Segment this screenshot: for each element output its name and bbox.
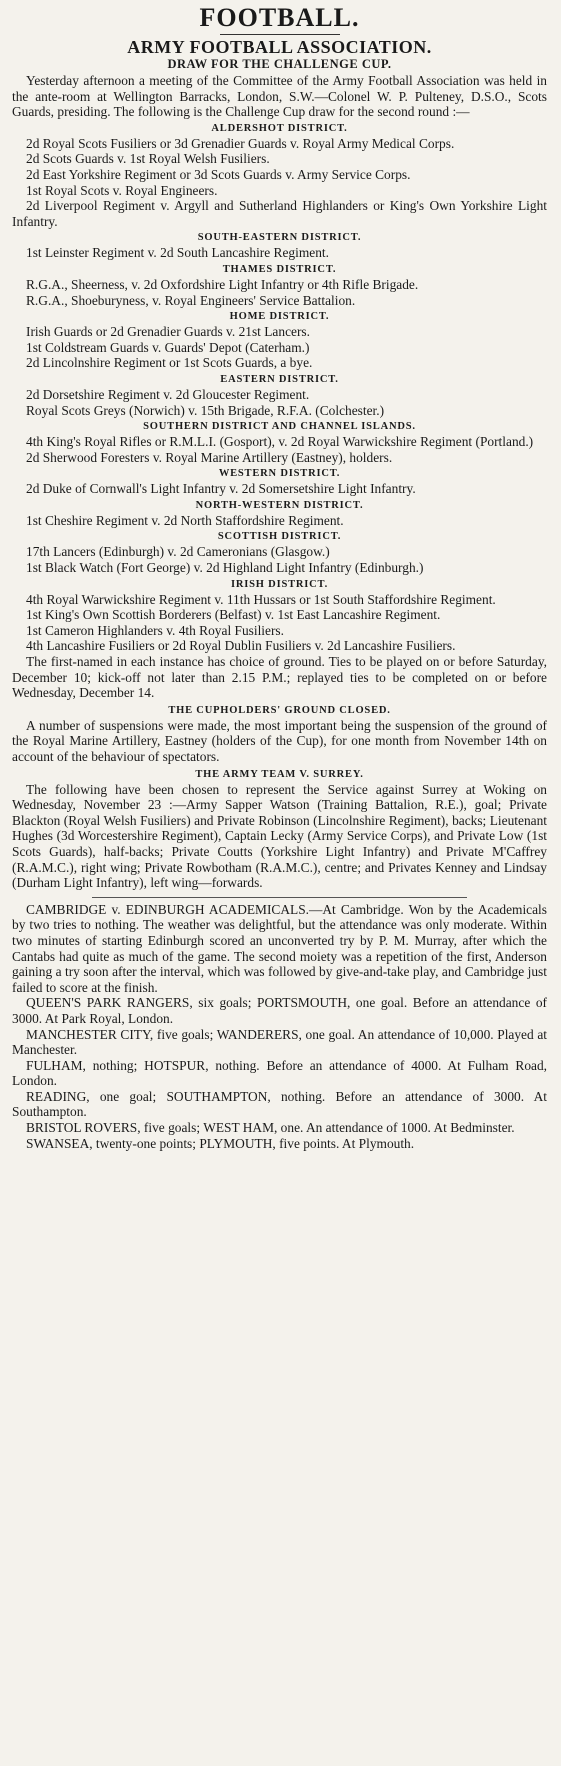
match-result: MANCHESTER CITY, five goals; WANDERERS, one goal. An attendance of 10,000. Played at Manchester. xyxy=(12,1026,547,1058)
fixture-line: 2d East Yorkshire Regiment or 3d Scots Guards v. Army Service Corps. xyxy=(26,166,411,182)
district-heading: SOUTH-EASTERN DISTRICT. xyxy=(197,232,362,244)
fixture-line: 4th King's Royal Rifles or R.M.L.I. (Gosport), v. 2d Royal Warwickshire Regiment (Portland.) xyxy=(26,434,534,450)
section-divider xyxy=(92,897,467,898)
district-heading: EASTERN DISTRICT. xyxy=(220,373,339,385)
army-team-heading: THE ARMY TEAM V. SURREY. xyxy=(195,768,364,780)
match-result: SWANSEA, twenty-one points; PLYMOUTH, five points. At Plymouth. xyxy=(26,1135,415,1151)
district-heading: SCOTTISH DISTRICT. xyxy=(217,531,342,543)
district-heading: HOME DISTRICT. xyxy=(229,311,330,323)
match-result: CAMBRIDGE v. EDINBURGH ACADEMICALS.—At Cambridge. Won by the Academicals by two tries to nothing. The weather was delightful, but the attendance was only moderate. Within two minutes of starting Edinburgh scored an unconverted try by P. M. Murray, after which the Cantabs had quite as much of the game. The second moiety was a repetition of the first, Anderson gaining a try soon after the interval, which was followed by give-and-take play, and Cambridge just failed to score at the finish. xyxy=(12,901,547,995)
fixture-line: 1st King's Own Scottish Borderers (Belfast) v. 1st East Lancashire Regiment. xyxy=(26,607,441,623)
army-team-paragraph: The following have been chosen to represent the Service against Surrey at Woking on Wednesday, November 23 :—Army Sapper Watson (Training Battalion, R.E.), goal; Private Blackton (Royal Welsh Fusiliers) and Private Robinson (Lincolnshire Regiment), backs; Lieutenant Hughes (3d Worcestershire Regiment), Captain Lecky (Army Service Corps), and Private Low (1st Scots Guards), half-backs; Private Coutts (Yorkshire Light Infantry) and Private M'Caffrey (R.A.M.C.), right wing; Private Rowbotham (R.A.M.C.), centre; and Privates Kenney and Lindsay (Durham Light Infantry), left wing—forwards. xyxy=(12,781,547,891)
fixture-line: Irish Guards or 2d Grenadier Guards v. 21st Lancers. xyxy=(26,324,310,340)
fixture-line: 4th Royal Warwickshire Regiment v. 11th Hussars or 1st South Staffordshire Regiment. xyxy=(26,591,496,607)
fixture-line: 1st Coldstream Guards v. Guards' Depot (Caterham.) xyxy=(26,339,310,355)
intro-paragraph: Yesterday afternoon a meeting of the Committee of the Army Football Association was held in the ante-room at Wellington Barracks, London, S.W.—Colonel W. P. Pulteney, D.S.O., Scots Guards, presiding. The following is the Challenge Cup draw for the second round :— xyxy=(12,73,547,120)
title-rule xyxy=(220,34,340,35)
match-result: QUEEN'S PARK RANGERS, six goals; PORTSMOUTH, one goal. Before an attendance of 3000. At Park Royal, London. xyxy=(12,995,547,1026)
ground-closed-paragraph: A number of suspensions were made, the most important being the suspension of the ground of the Royal Marine Artillery, Eastney (holders of the Cup), for one month from November 14th on account of the behaviour of spectators. xyxy=(12,717,547,764)
fixture-line: 2d Lincolnshire Regiment or 1st Scots Guards, a bye. xyxy=(26,355,313,371)
fixture-line: Royal Scots Greys (Norwich) v. 15th Brigade, R.F.A. (Colchester.) xyxy=(26,402,385,418)
district-list xyxy=(12,122,547,654)
district-heading: WESTERN DISTRICT. xyxy=(218,468,341,480)
fixture-line: R.G.A., Sheerness, v. 2d Oxfordshire Light Infantry or 4th Rifle Brigade. xyxy=(26,276,419,292)
fixture-line: 2d Dorsetshire Regiment v. 2d Gloucester Regiment. xyxy=(26,386,310,402)
page-title: FOOTBALL. xyxy=(199,3,360,32)
results-list xyxy=(12,902,547,1152)
fixture-line: 2d Royal Scots Fusiliers or 3d Grenadier Guards v. Royal Army Medical Corps. xyxy=(26,135,455,151)
district-heading: NORTH-WESTERN DISTRICT. xyxy=(195,499,364,511)
match-result: BRISTOL ROVERS, five goals; WEST HAM, one. An attendance of 1000. At Bedminster. xyxy=(26,1120,515,1136)
fixture-line: 2d Sherwood Foresters v. Royal Marine Artillery (Eastney), holders. xyxy=(26,449,393,465)
district-heading: ALDERSHOT DISTRICT. xyxy=(211,122,348,134)
fixture-line: 2d Liverpool Regiment v. Argyll and Sutherland Highlanders or King's Own Yorkshire Light Infantry. xyxy=(12,198,547,229)
fixture-line: R.G.A., Shoeburyness, v. Royal Engineers' Service Battalion. xyxy=(26,292,356,308)
fixture-line: 4th Lancashire Fusiliers or 2d Royal Dublin Fusiliers v. 2d Lancashire Fusiliers. xyxy=(26,638,456,654)
match-result: READING, one goal; SOUTHAMPTON, nothing. Before an attendance of 3000. At Southampton. xyxy=(12,1088,547,1120)
section-subtitle: DRAW FOR THE CHALLENGE CUP. xyxy=(167,57,392,71)
district-heading: IRISH DISTRICT. xyxy=(231,578,328,590)
fixture-line: 1st Cheshire Regiment v. 2d North Staffordshire Regiment. xyxy=(26,512,344,528)
fixture-line: 2d Duke of Cornwall's Light Infantry v. 2d Somersetshire Light Infantry. xyxy=(26,481,416,497)
fixture-line: 1st Cameron Highlanders v. 4th Royal Fusiliers. xyxy=(26,622,284,638)
district-heading: SOUTHERN DISTRICT AND CHANNEL ISLANDS. xyxy=(143,421,416,433)
fixture-line: 17th Lancers (Edinburgh) v. 2d Cameronians (Glasgow.) xyxy=(26,544,330,560)
ground-closed-heading: THE CUPHOLDERS' GROUND CLOSED. xyxy=(168,704,391,716)
fixture-line: 2d Scots Guards v. 1st Royal Welsh Fusiliers. xyxy=(26,151,270,167)
fixture-line: 1st Black Watch (Fort George) v. 2d Highland Light Infantry (Edinburgh.) xyxy=(26,560,424,576)
fixture-line: 1st Royal Scots v. Royal Engineers. xyxy=(26,182,218,198)
match-result: FULHAM, nothing; HOTSPUR, nothing. Before an attendance of 4000. At Fulham Road, London. xyxy=(12,1057,547,1089)
section-title: ARMY FOOTBALL ASSOCIATION. xyxy=(127,37,432,57)
district-heading: THAMES DISTRICT. xyxy=(222,263,337,275)
rules-note: The first-named in each instance has choice of ground. Ties to be played on or before Saturday, December 10; kick-off not later than 2.15 P.M.; replayed ties to be completed on or before Wednesday, December 14. xyxy=(12,654,547,701)
fixture-line: 1st Leinster Regiment v. 2d South Lancashire Regiment. xyxy=(26,245,329,261)
